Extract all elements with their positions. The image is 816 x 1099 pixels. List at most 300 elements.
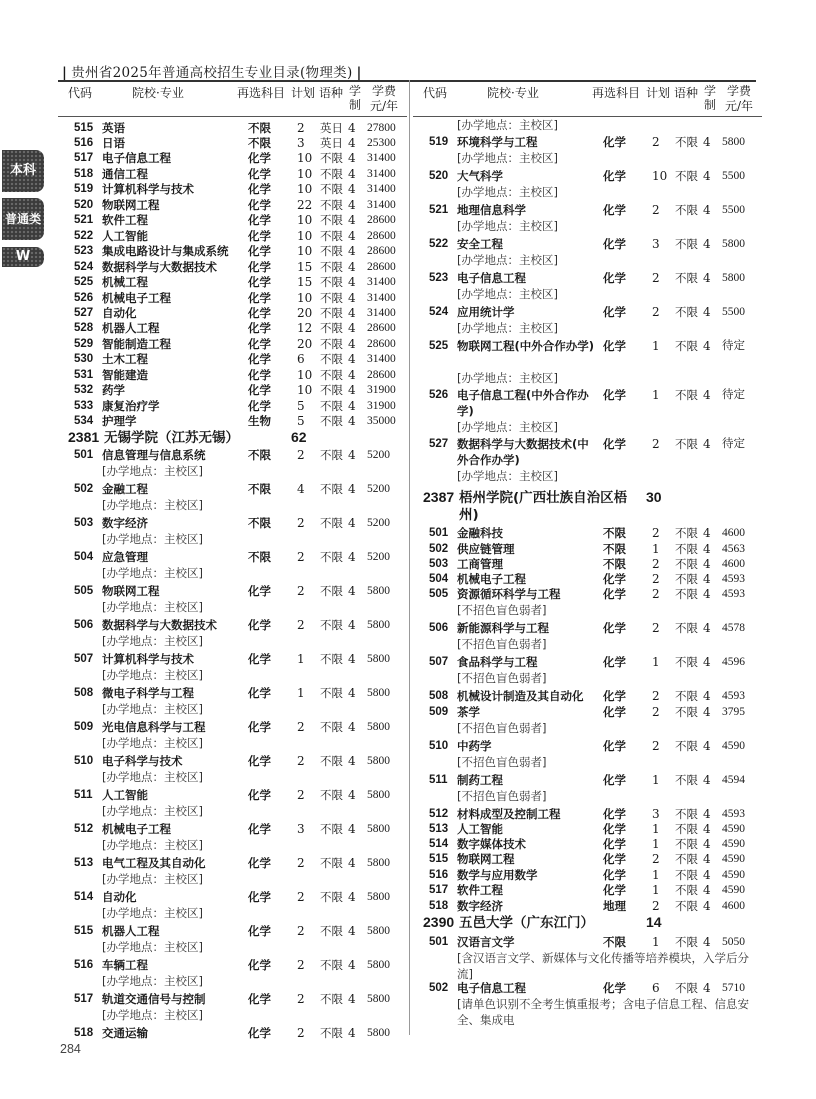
major-code: 511 (74, 789, 93, 801)
major-subject: 化学 (603, 572, 626, 586)
header-len: 学制 (349, 84, 362, 112)
row-note: [办学地点：主校区] (457, 219, 558, 233)
major-length: 4 (348, 686, 356, 700)
major-name: 数字媒体技术 (457, 837, 526, 851)
row-note: [不招色盲色弱者] (457, 755, 547, 769)
major-fee: 35000 (367, 415, 396, 427)
major-plan: 3 (297, 822, 305, 836)
major-lang: 不限 (320, 924, 343, 938)
major-plan: 2 (297, 890, 305, 904)
major-name: 环境科学与工程 (457, 135, 538, 149)
major-length: 4 (348, 399, 356, 413)
major-lang: 不限 (320, 822, 343, 836)
major-name: 机器人工程 (102, 321, 160, 335)
school-code: 2390 (423, 914, 455, 930)
major-length: 4 (348, 822, 356, 836)
major-name: 机械设计制造及其自动化 (457, 689, 584, 703)
major-lang: 不限 (320, 482, 343, 496)
major-code: 504 (429, 573, 449, 585)
major-lang: 不限 (320, 306, 343, 320)
major-plan: 2 (297, 584, 305, 598)
major-code: 516 (74, 959, 94, 971)
major-name: 电子信息工程 (457, 981, 526, 995)
major-subject: 化学 (248, 182, 271, 196)
major-code: 515 (74, 122, 94, 134)
major-subject: 化学 (248, 652, 271, 666)
major-plan: 2 (652, 705, 660, 719)
major-code: 502 (429, 982, 449, 994)
major-subject: 化学 (603, 305, 626, 319)
major-name: 物联网工程 (102, 198, 160, 212)
major-length: 4 (703, 852, 711, 866)
major-plan: 10 (297, 213, 313, 227)
major-lang: 不限 (320, 414, 343, 428)
major-lang: 不限 (320, 890, 343, 904)
major-length: 4 (703, 773, 711, 787)
major-plan: 2 (297, 924, 305, 938)
major-plan: 2 (297, 754, 305, 768)
major-lang: 不限 (675, 837, 698, 851)
major-length: 4 (703, 203, 711, 217)
major-plan: 2 (297, 121, 305, 135)
major-subject: 不限 (248, 448, 271, 462)
major-plan: 2 (297, 788, 305, 802)
major-fee: 28600 (367, 230, 396, 242)
major-plan: 12 (297, 321, 313, 335)
major-name: 电子信息工程 (102, 151, 171, 165)
major-fee: 28600 (367, 245, 396, 257)
major-subject: 化学 (248, 788, 271, 802)
header-name: 院校·专业 (487, 86, 539, 100)
major-code: 503 (429, 558, 449, 570)
row-note: [办学地点：主校区] (457, 420, 558, 434)
major-length: 4 (348, 448, 356, 462)
major-length: 4 (348, 244, 356, 258)
major-lang: 不限 (320, 686, 343, 700)
major-length: 4 (348, 182, 356, 196)
major-name: 应用统计学 (457, 305, 515, 319)
major-code: 513 (429, 823, 449, 835)
header-lang: 语种 (674, 86, 699, 100)
major-code: 518 (74, 1027, 94, 1039)
major-length: 4 (703, 557, 711, 571)
major-plan: 6 (297, 352, 305, 366)
major-code: 527 (74, 307, 94, 319)
major-plan: 2 (652, 305, 660, 319)
major-subject: 化学 (603, 852, 626, 866)
major-plan: 3 (652, 807, 660, 821)
major-length: 4 (703, 542, 711, 556)
major-subject: 化学 (603, 705, 626, 719)
major-length: 4 (703, 587, 711, 601)
major-subject: 化学 (603, 135, 626, 149)
major-name: 电气工程及其自动化 (102, 856, 206, 870)
major-fee: 4590 (722, 823, 745, 835)
major-name: 英语 (102, 121, 125, 135)
row-note: [含汉语言文学、新媒体与文化传播等培养模块，入学后分流] (457, 951, 749, 981)
major-fee: 5800 (367, 653, 390, 665)
major-code: 524 (429, 306, 449, 318)
major-fee: 28600 (367, 322, 396, 334)
header-pipe-right: | (356, 65, 362, 81)
major-lang: 不限 (320, 516, 343, 530)
major-plan: 10 (297, 368, 313, 382)
major-subject: 不限 (248, 136, 271, 150)
major-code: 505 (74, 585, 94, 597)
major-lang: 不限 (675, 542, 698, 556)
major-code: 506 (429, 622, 449, 634)
major-plan: 10 (652, 169, 668, 183)
major-fee: 5200 (367, 517, 390, 529)
major-fee: 5800 (367, 959, 390, 971)
major-code: 513 (74, 857, 94, 869)
major-fee: 4600 (722, 900, 745, 912)
major-name: 电子信息工程 (457, 271, 526, 285)
school-name: 五邑大学（广东江门） (459, 915, 594, 931)
major-code: 501 (429, 527, 449, 539)
row-note: [办学地点：主校区] (457, 371, 558, 385)
major-name: 数据科学与大数据技术 (102, 618, 217, 632)
major-lang: 不限 (320, 754, 343, 768)
major-plan: 10 (297, 151, 313, 165)
major-subject: 化学 (603, 807, 626, 821)
major-length: 4 (703, 705, 711, 719)
major-code: 529 (74, 338, 94, 350)
major-length: 4 (348, 1026, 356, 1040)
major-length: 4 (348, 151, 356, 165)
major-length: 4 (703, 621, 711, 635)
major-subject: 化学 (248, 151, 271, 165)
major-code: 511 (429, 774, 448, 786)
major-fee: 4590 (722, 884, 745, 896)
major-length: 4 (348, 337, 356, 351)
major-plan: 2 (297, 1026, 305, 1040)
row-note: [办学地点：主校区] (457, 469, 558, 483)
major-length: 4 (703, 437, 711, 451)
major-code: 526 (429, 389, 449, 401)
major-name: 轨道交通信号与控制 (102, 992, 206, 1006)
major-code: 512 (429, 808, 449, 820)
header-title: 贵州省2025年普通高校招生专业目录(物理类) (71, 65, 353, 81)
row-note: [不招色盲色弱者] (457, 721, 547, 735)
major-fee: 5710 (722, 982, 745, 994)
major-plan: 2 (652, 572, 660, 586)
major-plan: 2 (652, 852, 660, 866)
row-note: [办学地点：主校区] (102, 1008, 203, 1022)
column-divider (409, 80, 410, 1035)
major-name: 安全工程 (457, 237, 503, 251)
major-name: 汉语言文学 (457, 935, 515, 949)
major-length: 4 (348, 213, 356, 227)
major-subject: 化学 (603, 655, 626, 669)
major-fee: 5800 (367, 891, 390, 903)
row-note: [办学地点：主校区] (102, 498, 203, 512)
major-subject: 不限 (603, 557, 626, 571)
major-subject: 化学 (248, 198, 271, 212)
major-name: 制药工程 (457, 773, 503, 787)
major-fee: 5800 (367, 755, 390, 767)
major-subject: 不限 (248, 482, 271, 496)
major-length: 4 (703, 899, 711, 913)
major-code: 516 (74, 137, 94, 149)
row-note: [办学地点：主校区] (457, 151, 558, 165)
major-code: 505 (429, 588, 449, 600)
major-plan: 15 (297, 275, 313, 289)
major-code: 520 (74, 199, 94, 211)
major-plan: 2 (297, 618, 305, 632)
major-length: 4 (703, 689, 711, 703)
major-fee: 28600 (367, 338, 396, 350)
major-subject: 化学 (248, 822, 271, 836)
table-header (413, 80, 762, 117)
major-name: 物联网工程(中外合作办学) (457, 339, 595, 353)
major-subject: 化学 (603, 437, 626, 451)
major-name: 中药学 (457, 739, 492, 753)
row-note: [办学地点：主校区] (102, 974, 203, 988)
major-lang: 不限 (675, 305, 698, 319)
major-name: 应急管理 (102, 550, 148, 564)
major-length: 4 (703, 305, 711, 319)
major-name: 物联网工程 (457, 852, 515, 866)
major-length: 4 (348, 167, 356, 181)
major-code: 501 (429, 936, 449, 948)
row-note: [办学地点：主校区] (102, 838, 203, 852)
major-subject: 化学 (603, 689, 626, 703)
header-name: 院校·专业 (132, 86, 184, 100)
major-lang: 不限 (675, 822, 698, 836)
major-lang: 不限 (675, 621, 698, 635)
major-name: 大气科学 (457, 169, 503, 183)
major-lang: 不限 (675, 572, 698, 586)
major-code: 510 (429, 740, 449, 752)
major-fee: 5500 (722, 204, 745, 216)
row-note: [不招色盲色弱者] (457, 789, 547, 803)
major-subject: 化学 (603, 388, 626, 402)
major-subject: 化学 (603, 837, 626, 851)
major-code: 524 (74, 261, 94, 273)
major-fee: 3795 (722, 706, 745, 718)
major-lang: 不限 (675, 689, 698, 703)
major-subject: 化学 (603, 339, 626, 353)
major-name: 资源循环科学与工程 (457, 587, 561, 601)
major-name: 软件工程 (457, 883, 503, 897)
major-plan: 2 (652, 689, 660, 703)
major-name: 机械工程 (102, 275, 148, 289)
major-fee: 4593 (722, 573, 745, 585)
major-name: 自动化 (102, 306, 137, 320)
major-subject: 化学 (248, 337, 271, 351)
major-plan: 10 (297, 167, 313, 181)
major-fee: 4593 (722, 690, 745, 702)
major-lang: 不限 (675, 339, 698, 353)
major-name: 茶学 (457, 705, 480, 719)
major-plan: 2 (652, 557, 660, 571)
major-lang: 不限 (320, 151, 343, 165)
major-fee: 31400 (367, 199, 396, 211)
major-length: 4 (348, 754, 356, 768)
row-note: [办学地点：主校区] (457, 287, 558, 301)
major-length: 4 (348, 136, 356, 150)
major-subject: 不限 (248, 121, 271, 135)
header-code: 代码 (68, 86, 93, 100)
major-name: 人工智能 (457, 822, 503, 836)
major-plan: 3 (297, 136, 305, 150)
major-length: 4 (703, 169, 711, 183)
major-length: 4 (703, 981, 711, 995)
major-length: 4 (348, 383, 356, 397)
major-subject: 化学 (248, 352, 271, 366)
major-code: 525 (429, 340, 449, 352)
major-fee: 31400 (367, 168, 396, 180)
major-name: 信息管理与信息系统 (102, 448, 206, 462)
major-subject: 化学 (603, 587, 626, 601)
major-code: 510 (74, 755, 94, 767)
row-note: [不招色盲色弱者] (457, 671, 547, 685)
major-code: 503 (74, 517, 94, 529)
major-plan: 4 (297, 482, 305, 496)
major-code: 514 (74, 891, 94, 903)
major-subject: 化学 (603, 621, 626, 635)
major-code: 521 (74, 214, 94, 226)
major-length: 4 (348, 550, 356, 564)
major-fee: 27800 (367, 122, 396, 134)
major-lang: 不限 (320, 720, 343, 734)
major-length: 4 (703, 868, 711, 882)
major-lang: 不限 (320, 182, 343, 196)
major-length: 4 (348, 198, 356, 212)
major-subject: 化学 (248, 890, 271, 904)
major-name: 土木工程 (102, 352, 148, 366)
major-plan: 2 (297, 550, 305, 564)
major-code: 515 (429, 853, 449, 865)
major-subject: 化学 (248, 856, 271, 870)
major-name: 物联网工程 (102, 584, 160, 598)
major-lang: 不限 (320, 448, 343, 462)
major-plan: 1 (652, 935, 660, 949)
major-plan: 5 (297, 414, 305, 428)
major-name: 人工智能 (102, 788, 148, 802)
major-plan: 5 (297, 399, 305, 413)
page-number: 284 (60, 1042, 81, 1056)
major-lang: 不限 (675, 935, 698, 949)
major-code: 534 (74, 415, 94, 427)
major-name: 计算机科学与技术 (102, 652, 194, 666)
school-code: 2381 (68, 429, 100, 445)
major-name: 日语 (102, 136, 125, 150)
major-code: 518 (74, 168, 94, 180)
major-length: 4 (703, 883, 711, 897)
major-name: 通信工程 (102, 167, 148, 181)
major-lang: 不限 (320, 260, 343, 274)
major-fee: 5800 (722, 238, 745, 250)
major-name: 电子信息工程(中外合作办学) (457, 388, 589, 418)
major-plan: 2 (652, 621, 660, 635)
major-plan: 3 (652, 237, 660, 251)
major-lang: 不限 (320, 618, 343, 632)
major-subject: 化学 (248, 584, 271, 598)
major-fee: 31400 (367, 152, 396, 164)
major-lang: 不限 (675, 655, 698, 669)
major-lang: 不限 (675, 388, 698, 402)
major-fee: 4600 (722, 558, 745, 570)
major-fee: 5200 (367, 449, 390, 461)
major-fee: 5500 (722, 306, 745, 318)
major-subject: 化学 (248, 244, 271, 258)
side-tab-putong: 普通类 (2, 198, 44, 240)
major-lang: 不限 (675, 899, 698, 913)
major-lang: 不限 (320, 229, 343, 243)
left-column (58, 80, 407, 1040)
major-lang: 不限 (320, 992, 343, 1006)
row-note: [办学地点：主校区] (102, 634, 203, 648)
header-subject: 再选科目 (237, 86, 286, 100)
major-fee: 31900 (367, 400, 396, 412)
major-name: 机械电子工程 (102, 291, 171, 305)
row-note: [不招色盲色弱者] (457, 637, 547, 651)
major-lang: 不限 (675, 807, 698, 821)
major-subject: 化学 (248, 924, 271, 938)
row-note: [办学地点：主校区] (457, 253, 558, 267)
major-length: 4 (348, 414, 356, 428)
major-plan: 1 (652, 868, 660, 882)
major-fee: 4590 (722, 838, 745, 850)
major-name: 人工智能 (102, 229, 148, 243)
major-length: 4 (703, 135, 711, 149)
major-code: 517 (429, 884, 449, 896)
major-code: 508 (429, 690, 449, 702)
major-length: 4 (348, 352, 356, 366)
major-name: 康复治疗学 (102, 399, 160, 413)
major-plan: 10 (297, 383, 313, 397)
major-lang: 不限 (320, 584, 343, 598)
major-fee: 28600 (367, 214, 396, 226)
header-pipe-left: | (62, 65, 68, 81)
major-code: 514 (429, 838, 449, 850)
major-subject: 不限 (603, 935, 626, 949)
major-plan: 2 (652, 437, 660, 451)
major-code: 519 (429, 136, 449, 148)
major-name: 数据科学与大数据技术 (102, 260, 217, 274)
major-subject: 不限 (603, 542, 626, 556)
major-code: 512 (74, 823, 94, 835)
major-name: 数字经济 (457, 899, 503, 913)
header-subject: 再选科目 (592, 86, 641, 100)
major-length: 4 (348, 321, 356, 335)
major-name: 金融科技 (457, 526, 503, 540)
school-name: 无锡学院（江苏无锡） (104, 430, 239, 446)
major-name: 食品科学与工程 (457, 655, 538, 669)
major-name: 智能建造 (102, 368, 148, 382)
major-subject: 化学 (248, 275, 271, 289)
major-name: 交通运输 (102, 1026, 148, 1040)
major-lang: 不限 (320, 167, 343, 181)
major-subject: 化学 (248, 306, 271, 320)
major-code: 504 (74, 551, 94, 563)
row-note: [不招色盲色弱者] (457, 603, 547, 617)
major-fee: 5800 (367, 857, 390, 869)
major-subject: 化学 (603, 739, 626, 753)
row-note: [办学地点：主校区] (102, 600, 203, 614)
major-length: 4 (348, 618, 356, 632)
major-name: 车辆工程 (102, 958, 148, 972)
major-plan: 1 (652, 773, 660, 787)
major-fee: 5800 (722, 136, 745, 148)
major-subject: 化学 (248, 992, 271, 1006)
major-plan: 2 (652, 899, 660, 913)
major-lang: 不限 (675, 852, 698, 866)
major-lang: 不限 (320, 275, 343, 289)
major-length: 4 (348, 121, 356, 135)
